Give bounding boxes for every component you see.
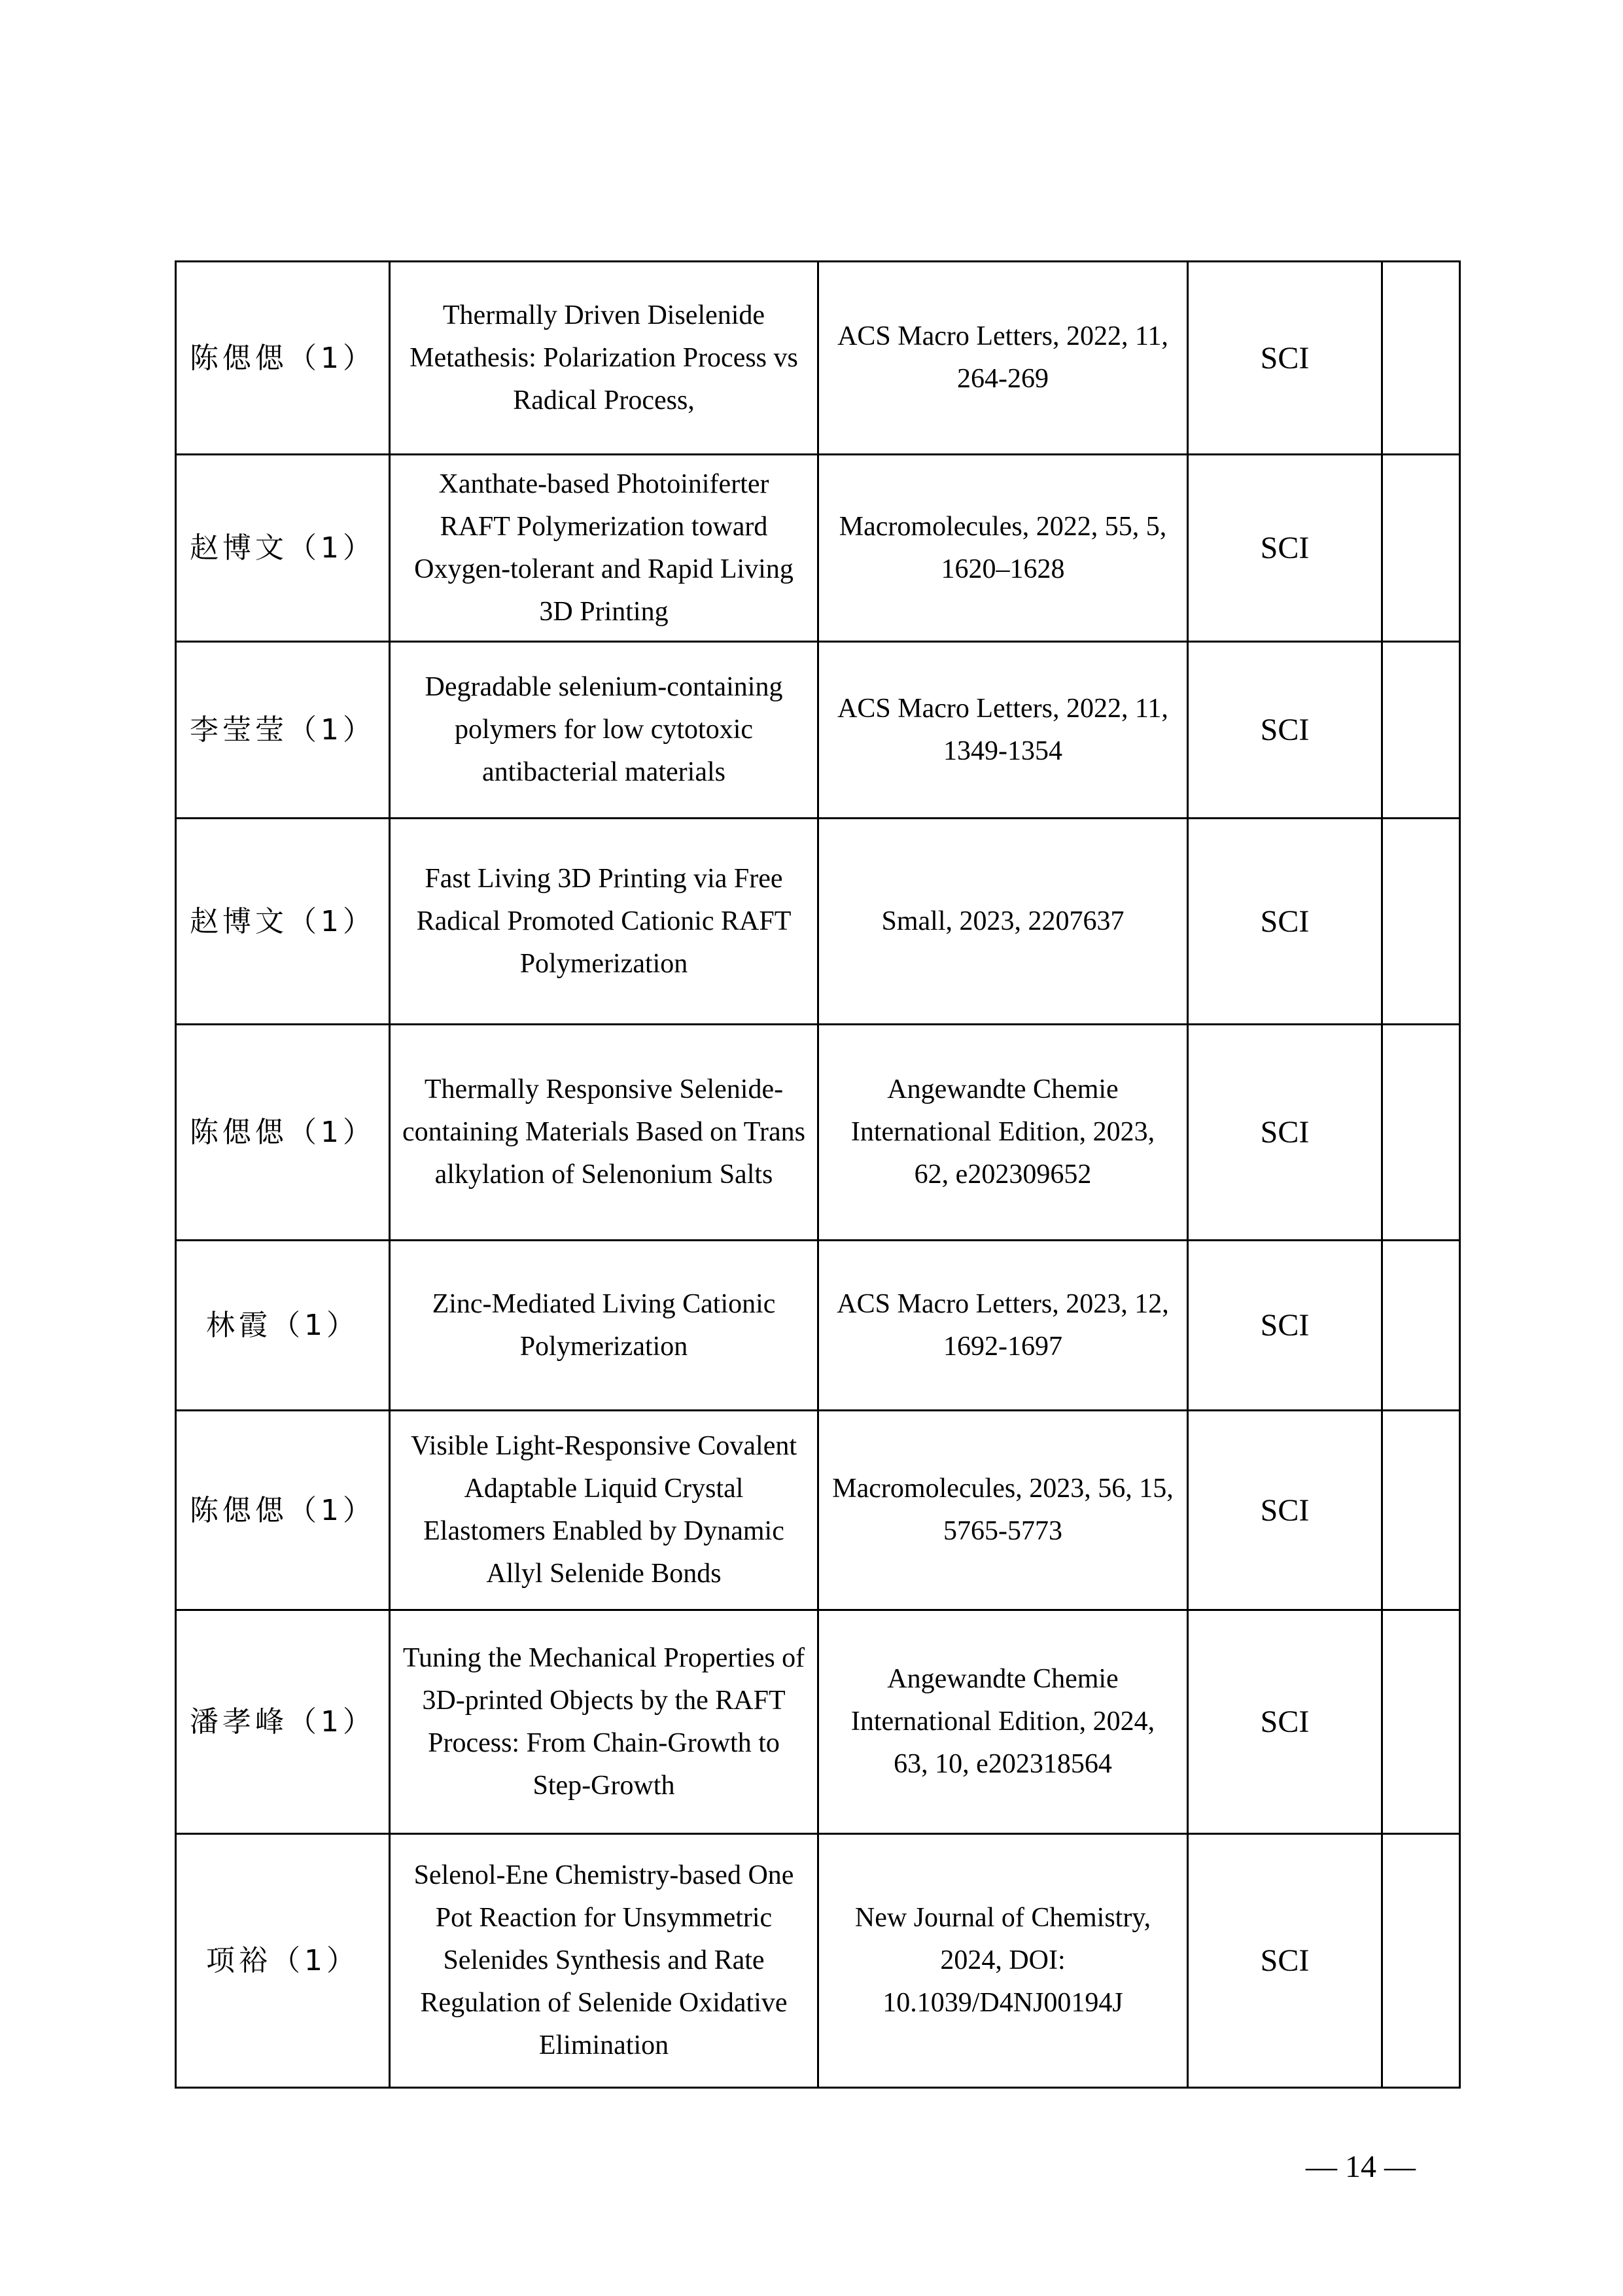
title-cell: Zinc-Mediated Living Cationic Polymerization	[390, 1241, 818, 1411]
journal-cell: Macromolecules, 2023, 56, 15, 5765-5773	[818, 1411, 1188, 1610]
journal-cell: Angewandte Chemie International Edition, 2024, 63, 10, e202318564	[818, 1610, 1188, 1834]
author-cell: 赵博文（1）	[176, 455, 390, 642]
title-cell: Fast Living 3D Printing via Free Radical Promoted Cationic RAFT Polymerization	[390, 819, 818, 1025]
author-cell: 陈偲偲（1）	[176, 1025, 390, 1241]
title-cell: Degradable selenium-containing polymers for low cytotoxic antibacterial materials	[390, 642, 818, 819]
title-cell: Tuning the Mechanical Properties of 3D-printed Objects by the RAFT Process: From Chain-Growth to Step-Growth	[390, 1610, 818, 1834]
table-row	[176, 1025, 1460, 1241]
index-cell: SCI	[1188, 1241, 1382, 1411]
author-cell: 陈偲偲（1）	[176, 1411, 390, 1610]
author-cell: 项裕（1）	[176, 1834, 390, 2088]
title-cell: Thermally Driven Diselenide Metathesis: Polarization Process vs Radical Process,	[390, 262, 818, 455]
journal-cell: ACS Macro Letters, 2022, 11, 264-269	[818, 262, 1188, 455]
table-row	[176, 1610, 1460, 1834]
page-number: — 14 —	[1306, 2149, 1416, 2184]
note-cell	[1382, 1241, 1460, 1411]
note-cell	[1382, 1025, 1460, 1241]
note-cell	[1382, 642, 1460, 819]
note-cell	[1382, 262, 1460, 455]
journal-cell: New Journal of Chemistry, 2024, DOI: 10.1039/D4NJ00194J	[818, 1834, 1188, 2088]
note-cell	[1382, 455, 1460, 642]
title-cell: Thermally Responsive Selenide-containing Materials Based on Trans alkylation of Selenonium Salts	[390, 1025, 818, 1241]
index-cell: SCI	[1188, 1025, 1382, 1241]
journal-cell: ACS Macro Letters, 2023, 12, 1692-1697	[818, 1241, 1188, 1411]
table-row	[176, 819, 1460, 1025]
author-cell: 李莹莹（1）	[176, 642, 390, 819]
title-cell: Selenol-Ene Chemistry-based One Pot Reaction for Unsymmetric Selenides Synthesis and Rate Regulation of Selenide Oxidative Elimination	[390, 1834, 818, 2088]
index-cell: SCI	[1188, 1610, 1382, 1834]
note-cell	[1382, 1411, 1460, 1610]
table-row	[176, 642, 1460, 819]
index-cell: SCI	[1188, 455, 1382, 642]
author-cell: 林霞（1）	[176, 1241, 390, 1411]
journal-cell: Macromolecules, 2022, 55, 5, 1620–1628	[818, 455, 1188, 642]
author-cell: 赵博文（1）	[176, 819, 390, 1025]
note-cell	[1382, 1610, 1460, 1834]
journal-cell: ACS Macro Letters, 2022, 11, 1349-1354	[818, 642, 1188, 819]
note-cell	[1382, 819, 1460, 1025]
title-cell: Xanthate-based Photoiniferter RAFT Polymerization toward Oxygen-tolerant and Rapid Living 3D Printing	[390, 455, 818, 642]
index-cell: SCI	[1188, 1834, 1382, 2088]
table-row	[176, 1834, 1460, 2088]
author-cell: 陈偲偲（1）	[176, 262, 390, 455]
note-cell	[1382, 1834, 1460, 2088]
table-row	[176, 262, 1460, 455]
journal-cell: Angewandte Chemie International Edition, 2023, 62, e202309652	[818, 1025, 1188, 1241]
index-cell: SCI	[1188, 819, 1382, 1025]
table-row	[176, 1241, 1460, 1411]
index-cell: SCI	[1188, 262, 1382, 455]
title-cell: Visible Light-Responsive Covalent Adaptable Liquid Crystal Elastomers Enabled by Dynamic Allyl Selenide Bonds	[390, 1411, 818, 1610]
table-row	[176, 455, 1460, 642]
journal-cell: Small, 2023, 2207637	[818, 819, 1188, 1025]
index-cell: SCI	[1188, 1411, 1382, 1610]
table-row	[176, 1411, 1460, 1610]
author-cell: 潘孝峰（1）	[176, 1610, 390, 1834]
publication-table	[175, 260, 1461, 2089]
index-cell: SCI	[1188, 642, 1382, 819]
